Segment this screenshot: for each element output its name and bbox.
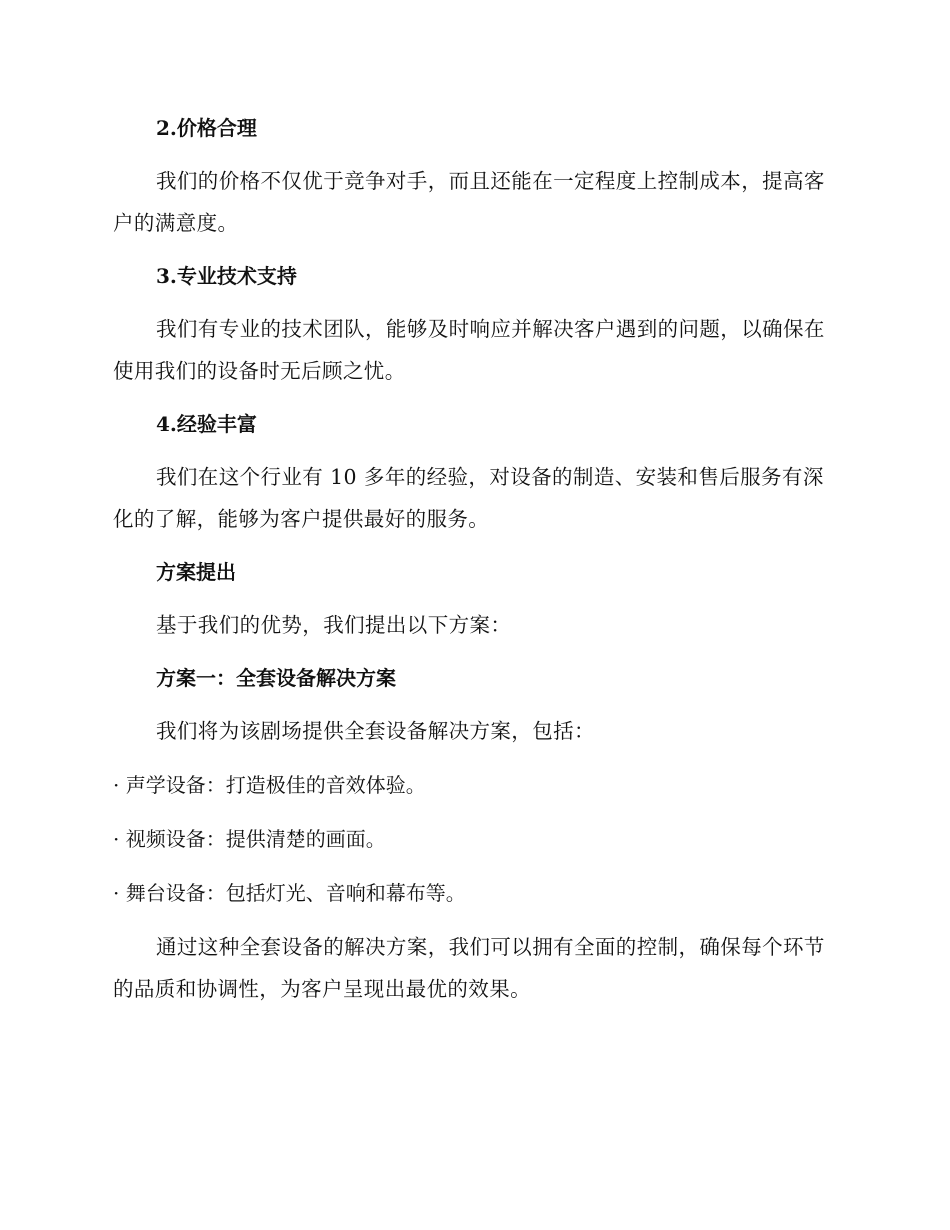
- document-content: [113, 108, 843, 1022]
- section-body-tech-support: 我们有专业的技术团队，能够及时响应并解决客户遇到的问题，以确保在使用我们的设备时无后顾之忧。: [113, 317, 825, 383]
- section-heading-price: 2.价格合理: [156, 116, 257, 140]
- plan-one-item-video: · 视频设备：提供清楚的画面。: [113, 827, 386, 851]
- plan-one-conclusion: 通过这种全套设备的解决方案，我们可以拥有全面的控制，确保每个环节的品质和协调性，为客户呈现出最优的效果。: [113, 935, 825, 1001]
- plan-one-intro: 我们将为该剧场提供全套设备解决方案，包括：: [156, 719, 595, 743]
- section-heading-experience: 4.经验丰富: [156, 412, 257, 436]
- proposal-heading: 方案提出: [156, 560, 236, 584]
- plan-one-item-stage: · 舞台设备：包括灯光、音响和幕布等。: [113, 881, 466, 905]
- section-heading-tech-support: 3.专业技术支持: [156, 264, 297, 288]
- plan-one-heading: 方案一：全套设备解决方案: [156, 666, 396, 690]
- section-body-experience: 我们在这个行业有 10 多年的经验，对设备的制造、安装和售后服务有深化的了解，能够为客户提供最好的服务。: [113, 465, 824, 531]
- plan-one-item-acoustic: · 声学设备：打造极佳的音效体验。: [113, 773, 426, 797]
- section-body-price: 我们的价格不仅优于竞争对手，而且还能在一定程度上控制成本，提高客户的满意度。: [113, 169, 825, 235]
- proposal-intro: 基于我们的优势，我们提出以下方案：: [156, 613, 512, 637]
